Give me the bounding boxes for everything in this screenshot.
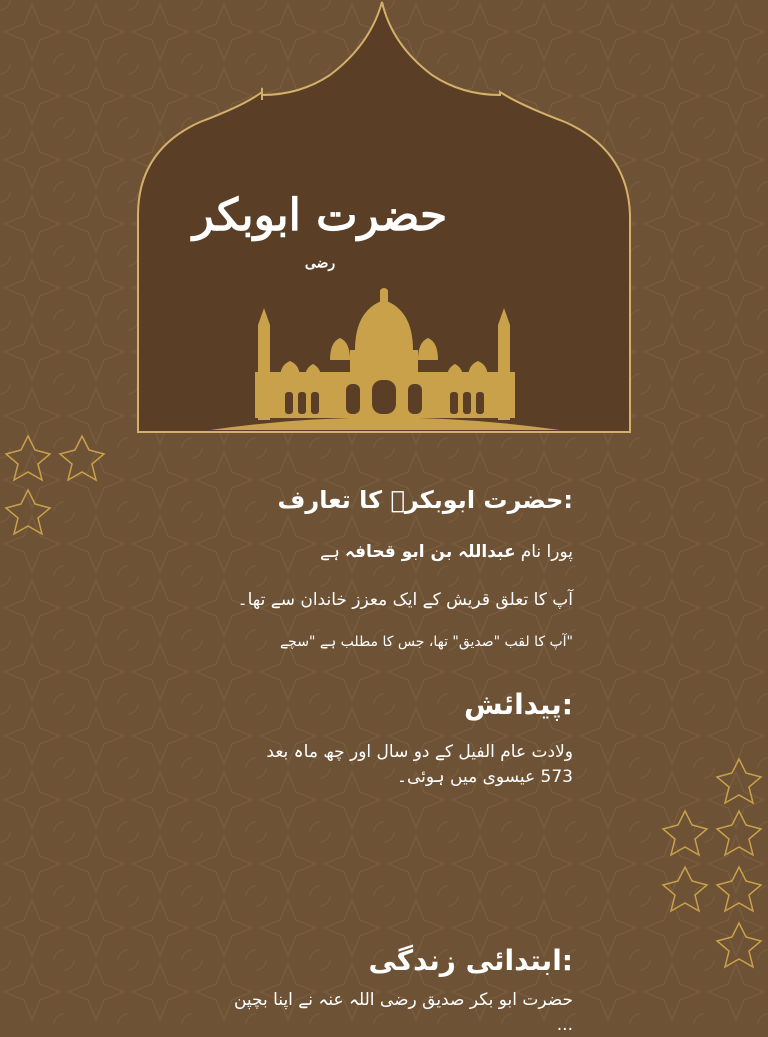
- section-early-heading: :ابتدائی زندگی: [368, 944, 573, 977]
- intro-line-2: آپ کا تعلق قریش کے ایک معزز خاندان سے تھا۔: [237, 590, 573, 610]
- title-text: حضرت ابوبکر: [192, 190, 448, 241]
- title-honorific: رضی: [304, 255, 336, 272]
- intro-line-3: "آپ کا لقب "صدیق" تھا، جس کا مطلب ہے "سچے: [279, 634, 573, 650]
- intro-line-1-name: عبداللہ بن ابو قحافہ: [344, 542, 516, 562]
- page-title: [180, 190, 460, 296]
- intro-line-1-prefix: پورا نام: [520, 542, 573, 562]
- intro-line-1: [153, 540, 573, 565]
- early-line-1: حضرت ابو بکر صدیق رضی اللہ عنہ نے اپنا بچپن: [233, 990, 573, 1010]
- star-ornament-icon: [655, 755, 768, 980]
- birth-line-2: 573 عیسوی میں ہوئی۔: [397, 766, 573, 787]
- section-birth-heading: :پیدائش: [463, 688, 573, 721]
- intro-line-1-suffix: ہے: [319, 542, 340, 562]
- section-birth: [153, 688, 573, 721]
- early-line-2: ...: [556, 1014, 573, 1035]
- early-lines: [153, 988, 573, 1037]
- birth-lines: [153, 740, 573, 789]
- section-intro-heading: :حضرت ابوبکرؓ کا تعارف: [277, 486, 573, 514]
- birth-line-1: ولادت عام الفیل کے دو سال اور چھ ماہ بعد: [266, 742, 573, 762]
- star-ornament-icon: [0, 430, 115, 545]
- intro-line-3-wrap: [153, 632, 573, 652]
- section-early: [153, 944, 573, 977]
- section-intro: [153, 486, 573, 514]
- intro-line-2-wrap: [153, 588, 573, 613]
